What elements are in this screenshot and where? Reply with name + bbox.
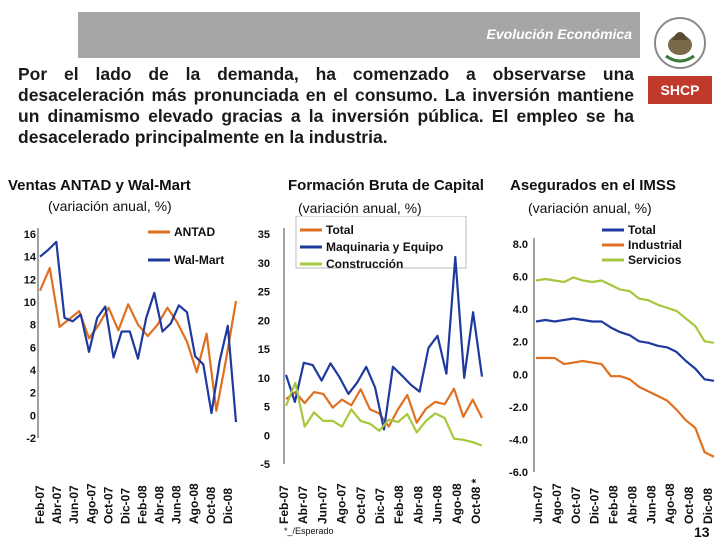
header-bar — [78, 12, 640, 58]
legend-label: ANTAD — [174, 225, 216, 239]
chart3-subtitle: (variación anual, %) — [528, 200, 652, 216]
y-tick-label: 35 — [257, 229, 270, 241]
legend-label: Industrial — [628, 238, 683, 252]
chart1-subtitle: (variación anual, %) — [48, 198, 172, 214]
footnote: *_/Esperado — [284, 526, 334, 536]
y-tick-label: 4.0 — [512, 304, 528, 317]
x-tick-label: Feb-08 — [392, 485, 407, 524]
y-tick-label: 15 — [257, 344, 270, 356]
chart-formacion-bruta — [244, 216, 494, 526]
page-number: 13 — [694, 524, 710, 540]
y-tick-label: 20 — [257, 315, 270, 328]
y-tick-label: 8 — [29, 319, 36, 332]
y-tick-label: 10 — [257, 372, 270, 385]
coat-of-arms-icon — [648, 12, 712, 74]
x-tick-label: Oct-08 * — [469, 478, 483, 524]
x-tick-label: Abr-08 — [152, 485, 167, 524]
series-line-maquinaria-y-equipo — [286, 257, 482, 430]
x-tick-label: Abr-08 — [411, 485, 426, 524]
x-tick-label: Ago-08 — [186, 483, 201, 524]
x-tick-label: Dic-08 — [221, 487, 235, 524]
chart2-subtitle: (variación anual, %) — [298, 200, 422, 216]
x-tick-label: Dic-07 — [373, 487, 387, 524]
x-tick-label: Feb-07 — [277, 485, 291, 524]
x-tick-label: Abr-07 — [50, 485, 65, 524]
chart-asegurados-imss — [494, 216, 720, 526]
series-line-total — [286, 389, 482, 427]
legend-label: Servicios — [628, 253, 682, 267]
legend-label: Construcción — [326, 257, 404, 271]
x-tick-label: Ago-08 — [663, 483, 678, 524]
series-line-total — [536, 319, 714, 381]
legend-label: Total — [628, 223, 656, 237]
x-tick-label: Ago-07 — [334, 483, 349, 524]
x-tick-label: Feb-08 — [135, 485, 150, 524]
shcp-badge: SHCP — [648, 76, 712, 104]
y-tick-label: 2.0 — [512, 336, 528, 349]
y-tick-label: -6.0 — [509, 467, 528, 479]
x-tick-label: Dic-07 — [118, 487, 133, 524]
chart3-title: Asegurados en el IMSS — [510, 177, 676, 194]
y-tick-label: 0.0 — [512, 369, 528, 382]
x-tick-label: Dic-08 — [701, 487, 715, 524]
x-tick-label: Ago-07 — [549, 483, 564, 524]
x-tick-label: Dic-07 — [587, 487, 602, 524]
x-tick-label: Oct-07 — [353, 486, 368, 524]
x-tick-label: Jun-07 — [315, 485, 330, 524]
x-tick-label: Ago-07 — [84, 483, 99, 524]
shcp-logo — [648, 12, 712, 104]
intro-paragraph: Por el lado de la demanda, ha comenzado a observarse una desaceleración más pronunciada en el consumo. La inversión mantiene un dinamismo elevado gracias a la inversión pública. El empleo se ha desacelerado principalmente en la industria. — [18, 64, 634, 147]
y-tick-label: 4 — [29, 365, 36, 377]
x-tick-label: Oct-08 — [203, 486, 218, 524]
series-line-wal-mart — [40, 242, 236, 422]
y-tick-label: 5 — [263, 401, 270, 414]
y-tick-label: 16 — [23, 229, 36, 241]
x-tick-label: Feb-08 — [606, 485, 621, 524]
y-tick-label: 10 — [23, 297, 36, 309]
y-tick-label: 25 — [257, 286, 270, 299]
legend-label: Total — [326, 223, 354, 237]
x-tick-label: Oct-07 — [101, 486, 116, 524]
x-tick-label: Abr-08 — [625, 485, 640, 524]
x-tick-label: Jun-08 — [169, 485, 184, 524]
x-tick-label: Jun-07 — [67, 485, 82, 524]
y-tick-label: 6.0 — [512, 271, 528, 284]
x-tick-label: Feb-07 — [33, 485, 47, 524]
x-tick-label: Jun-08 — [644, 485, 659, 524]
y-tick-label: 2 — [29, 387, 36, 400]
chart2-title: Formación Bruta de Capital — [288, 177, 484, 194]
legend-label: Maquinaria y Equipo — [326, 240, 444, 254]
y-tick-label: 6 — [29, 342, 36, 355]
y-tick-label: -4.0 — [509, 434, 528, 447]
legend-label: Wal-Mart — [174, 253, 225, 267]
x-tick-label: Oct-07 — [568, 486, 583, 524]
y-tick-label: 14 — [23, 251, 36, 264]
y-tick-label: 30 — [257, 257, 270, 270]
chart1-title: Ventas ANTAD y Wal-Mart — [8, 177, 191, 194]
x-tick-label: Abr-07 — [296, 485, 311, 524]
y-tick-label: 0 — [29, 410, 36, 423]
y-tick-label: -2 — [26, 433, 36, 445]
x-tick-label: Ago-08 — [449, 483, 464, 524]
x-tick-label: Jun-07 — [531, 485, 545, 524]
y-tick-label: 8.0 — [512, 239, 528, 251]
y-tick-label: 0 — [263, 430, 270, 443]
y-tick-label: -2.0 — [509, 401, 528, 414]
y-tick-label: -5 — [260, 459, 270, 471]
y-tick-label: 12 — [23, 274, 36, 287]
header-title: Evolución Económica — [486, 26, 632, 42]
x-tick-label: Oct-08 — [682, 486, 697, 524]
chart-antad-walmart — [0, 216, 244, 526]
x-tick-label: Jun-08 — [430, 485, 445, 524]
series-line-industrial — [536, 358, 714, 457]
